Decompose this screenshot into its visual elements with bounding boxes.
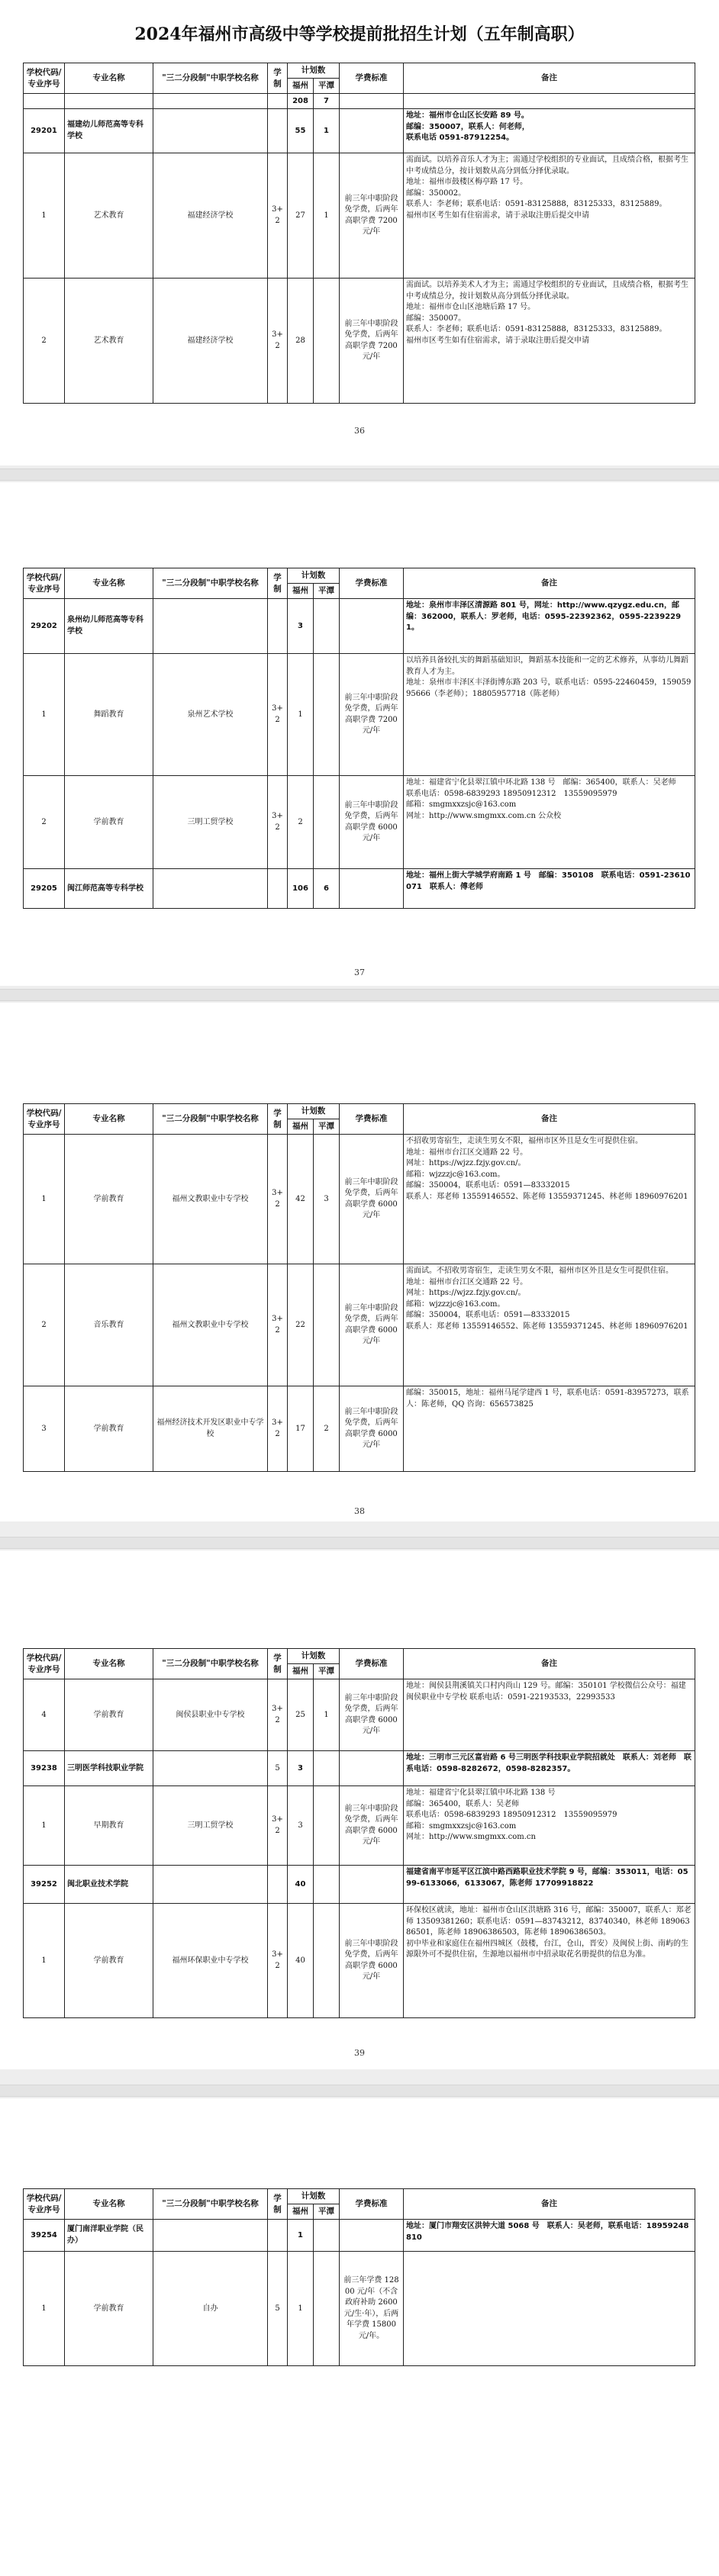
cell-major: 学前教育: [65, 2252, 153, 2366]
page-number: 38: [354, 1506, 365, 1516]
header-code: 学校代码/专业序号: [24, 63, 65, 94]
cell-pingtan: [314, 1904, 340, 2018]
cell-code: 1: [24, 153, 65, 279]
header-partner: "三二分段制"中职学校名称: [153, 1649, 268, 1679]
cell-partner: [153, 109, 268, 153]
cell-fuzhou: 42: [288, 1135, 314, 1264]
header-partner: "三二分段制"中职学校名称: [153, 2189, 268, 2220]
cell-partner: 福州文教职业中专学校: [153, 1135, 268, 1264]
cell-major: 闽北职业技术学院: [65, 1866, 153, 1904]
cell-pingtan: [314, 776, 340, 869]
cell-years: 3+2: [268, 1904, 288, 2018]
cell-partner: 福州文教职业中专学校: [153, 1264, 268, 1386]
document-page-5: [0, 2098, 719, 2576]
document-page-2: [0, 482, 719, 986]
page-separator: [0, 989, 719, 1001]
header-partner: "三二分段制"中职学校名称: [153, 1104, 268, 1135]
cell-remarks: 需面试。以培养美术人才为主；需通过学校组织的专业面试，且成绩合格，根据考生中考成绩总分，按计划数从高分到低分择优录取。 地址：福州市仓山区池塘后路 17 号。 邮编：350007。 联系人：李老师；联系电话：0591-83125888，83125333，83125889。 福州市区考生如有住宿需求，请于录取注册后提交申请: [404, 279, 695, 404]
cell-fuzhou: 3: [288, 1786, 314, 1866]
cell-fee: 前三年中职阶段免学费，后两年高职学费 6000 元/年: [340, 1904, 404, 2018]
cell-fuzhou: 1: [288, 2220, 314, 2252]
cell-remarks: 需面试。以培养音乐人才为主；需通过学校组织的专业面试，且成绩合格，根据考生中考成绩总分，按计划数从高分到低分择优录取。 地址：福州市鼓楼区梅亭路 17 号。 邮编：350002。 联系人：李老师；联系电话：0591-83125888，83125333，83125889。 福州市区考生如有住宿需求，请于录取注册后提交申请: [404, 153, 695, 279]
cell-fuzhou: 25: [288, 1679, 314, 1751]
table-row: [24, 654, 695, 776]
header-fee: 学费标准: [340, 2189, 404, 2220]
cell-fee: 前三年中职阶段免学费，后两年高职学费 6000 元/年: [340, 1386, 404, 1472]
cell-code: 1: [24, 2252, 65, 2366]
plan-table: [23, 1103, 695, 1472]
cell-fee: 前三年中职阶段免学费，后两年高职学费 6000 元/年: [340, 1786, 404, 1866]
cell-remarks: 地址：厦门市翔安区洪钟大道 5068 号 联系人：吴老师，联系电话：18959248810: [404, 2220, 695, 2252]
cell-pingtan: [314, 654, 340, 776]
cell-major: 舞蹈教育: [65, 654, 153, 776]
cell-major: 音乐教育: [65, 1264, 153, 1386]
cell-code: 3: [24, 1386, 65, 1472]
header-major: 专业名称: [65, 2189, 153, 2220]
cell-pingtan: [314, 1751, 340, 1786]
table-row: [24, 869, 695, 909]
plan-table: [23, 63, 695, 404]
plan-table: [23, 2188, 695, 2366]
cell-major: 福建幼儿师范高等专科学校: [65, 109, 153, 153]
cell-pingtan: 1: [314, 109, 340, 153]
table-row: [24, 279, 695, 404]
cell-years: 3+2: [268, 654, 288, 776]
cell-fee: 前三年学费 12800 元/年（不含政府补助 2600 元/生·年），后两年学费 15800 元/年。: [340, 2252, 404, 2366]
cell-partner: 福建经济学校: [153, 279, 268, 404]
cell-years: 3+2: [268, 1386, 288, 1472]
cell-partner: 泉州艺术学校: [153, 654, 268, 776]
cell-pingtan: [314, 1786, 340, 1866]
header-fee: 学费标准: [340, 63, 404, 94]
header-years: 学制: [268, 63, 288, 94]
cell-pingtan: 2: [314, 1386, 340, 1472]
cell-code: 39254: [24, 2220, 65, 2252]
cell-years: [268, 599, 288, 654]
cell-years: 5: [268, 1751, 288, 1786]
cell-years: [268, 2220, 288, 2252]
cell-remarks: 地址：福建省宁化县翠江镇中环北路 138 号 邮编：365400，联系人：吴老师 联系电话：0598-6839293 18950912312 13559095979 邮箱：smgmxxzsjc@163.com 网址：http://www.smgmxx.com.cn 公众校: [404, 776, 695, 869]
cell-code: 39252: [24, 1866, 65, 1904]
cell-partner: 福建经济学校: [153, 153, 268, 279]
cell-remarks: 地址：福州市仓山区长安路 89 号。 邮编：350007，联系人：何老师， 联系电话 0591-87912254。: [404, 109, 695, 153]
table-row: [24, 1786, 695, 1866]
header-pingtan: 平潭: [314, 79, 340, 94]
cell-partner: [153, 599, 268, 654]
cell-pingtan: [314, 1866, 340, 1904]
header-years: 学制: [268, 2189, 288, 2220]
cell-pingtan: 6: [314, 869, 340, 909]
cell-years: 5: [268, 2252, 288, 2366]
cell-remarks: 地址：闽侯县荆溪镇关口村内尚山 129 号。邮编：350101 学校微信公众号：福建闽侯职业中专学校 联系电话：0591-22193533，22993533: [404, 1679, 695, 1751]
cell-fee: [340, 599, 404, 654]
header-major: 专业名称: [65, 1104, 153, 1135]
header-major: 专业名称: [65, 568, 153, 599]
cell-years: 3+2: [268, 1786, 288, 1866]
cell-major: 早期教育: [65, 1786, 153, 1866]
header-years: 学制: [268, 1104, 288, 1135]
header-remarks: 备注: [404, 1649, 695, 1679]
cell-partner: 三明工贸学校: [153, 1786, 268, 1866]
cell-code: 29201: [24, 109, 65, 153]
header-pingtan: 平潭: [314, 1664, 340, 1679]
page-number: 37: [354, 968, 365, 977]
cell-fuzhou: 1: [288, 654, 314, 776]
cell-fee: [340, 94, 404, 109]
table-row: [24, 1904, 695, 2018]
table-row: [24, 109, 695, 153]
cell-remarks: 地址：泉州市丰泽区清源路 801 号，网址：http://www.qzygz.edu.cn，邮编：362000，联系人：罗老师，电话：0595-22392362，0595-22392291。: [404, 599, 695, 654]
header-fuzhou: 福州: [288, 584, 314, 599]
cell-code: 39238: [24, 1751, 65, 1786]
cell-remarks: 地址：福州上街大学城学府南路 1 号 邮编：350108 联系电话：0591-23610071 联系人：傅老师: [404, 869, 695, 909]
cell-fee: 前三年中职阶段免学费，后两年高职学费 6000 元/年: [340, 776, 404, 869]
table-row: [24, 1135, 695, 1264]
header-pingtan: 平潭: [314, 584, 340, 599]
document-page-4: [0, 1550, 719, 2069]
header-remarks: 备注: [404, 568, 695, 599]
cell-fee: 前三年中职阶段免学费，后两年高职学费 6000 元/年: [340, 1135, 404, 1264]
cell-pingtan: 7: [314, 94, 340, 109]
cell-fuzhou: 40: [288, 1866, 314, 1904]
header-fee: 学费标准: [340, 568, 404, 599]
cell-remarks: 福建省南平市延平区江滨中路西路职业技术学院 9 号，邮编：353011，电话：0599-6133066，6133067，陈老师 17709918822: [404, 1866, 695, 1904]
cell-major: 学前教育: [65, 1904, 153, 2018]
cell-years: 3+2: [268, 776, 288, 869]
cell-pingtan: [314, 279, 340, 404]
cell-fuzhou: 17: [288, 1386, 314, 1472]
cell-remarks: 不招收男寄宿生，走读生男女不限，福州市区外且是女生可提供住宿。 地址：福州市台江区交通路 22 号。 网址：https://wjzz.fzjy.gov.cn/。 邮箱：wjzzzjc@163.com。 邮编：350004，联系电话：0591—83332015 联系人：郑老师 13559146552、陈老师 13559371245、林老师 18960976201: [404, 1135, 695, 1264]
table-row: [24, 1386, 695, 1472]
header-fee: 学费标准: [340, 1104, 404, 1135]
cell-pingtan: 1: [314, 1679, 340, 1751]
header-plan: 计划数: [288, 568, 340, 584]
header-code: 学校代码/专业序号: [24, 1104, 65, 1135]
cell-major: 学前教育: [65, 1386, 153, 1472]
document-page-3: [0, 1003, 719, 1521]
header-plan: 计划数: [288, 1649, 340, 1664]
cell-major: 厦门南洋职业学院（民办）: [65, 2220, 153, 2252]
cell-fuzhou: 3: [288, 1751, 314, 1786]
document-title: 2024年福州市高级中等学校提前批招生计划（五年制高职）: [134, 24, 585, 44]
cell-major: 学前教育: [65, 1135, 153, 1264]
cell-code: 1: [24, 1135, 65, 1264]
cell-fuzhou: 1: [288, 2252, 314, 2366]
cell-major: 学前教育: [65, 1679, 153, 1751]
cell-fee: 前三年中职阶段免学费，后两年高职学费 7200 元/年: [340, 654, 404, 776]
table-row: [24, 1866, 695, 1904]
cell-fee: 前三年中职阶段免学费，后两年高职学费 6000 元/年: [340, 1679, 404, 1751]
cell-code: 2: [24, 1264, 65, 1386]
cell-fuzhou: 28: [288, 279, 314, 404]
cell-pingtan: [314, 2252, 340, 2366]
page-separator: [0, 1537, 719, 1549]
cell-pingtan: 1: [314, 153, 340, 279]
cell-fee: [340, 1751, 404, 1786]
header-code: 学校代码/专业序号: [24, 2189, 65, 2220]
cell-fuzhou: 208: [288, 94, 314, 109]
cell-remarks: [404, 2252, 695, 2366]
cell-code: 29202: [24, 599, 65, 654]
cell-fuzhou: 22: [288, 1264, 314, 1386]
header-pingtan: 平潭: [314, 2204, 340, 2220]
cell-major: 学前教育: [65, 776, 153, 869]
cell-code: 1: [24, 654, 65, 776]
header-remarks: 备注: [404, 1104, 695, 1135]
cell-partner: 福州经济技术开发区职业中专学校: [153, 1386, 268, 1472]
page-separator: [0, 2085, 719, 2097]
cell-pingtan: [314, 2220, 340, 2252]
header-fuzhou: 福州: [288, 2204, 314, 2220]
plan-table: [23, 568, 695, 909]
cell-partner: [153, 869, 268, 909]
header-code: 学校代码/专业序号: [24, 1649, 65, 1679]
header-years: 学制: [268, 568, 288, 599]
cell-partner: [153, 94, 268, 109]
cell-years: 3+2: [268, 1679, 288, 1751]
header-major: 专业名称: [65, 63, 153, 94]
cell-years: [268, 869, 288, 909]
header-partner: "三二分段制"中职学校名称: [153, 63, 268, 94]
page-number: 39: [354, 2048, 365, 2058]
cell-partner: [153, 1866, 268, 1904]
table-row: [24, 94, 695, 109]
cell-fee: [340, 2220, 404, 2252]
cell-years: 3+2: [268, 1135, 288, 1264]
cell-fuzhou: 106: [288, 869, 314, 909]
cell-years: 3+2: [268, 1264, 288, 1386]
table-row: [24, 2252, 695, 2366]
cell-remarks: 需面试。不招收男寄宿生，走读生男女不限，福州市区外且是女生可提供住宿。 地址：福州市台江区交通路 22 号。 网址：https://wjzz.fzjy.gov.cn/。 邮箱：wjzzzjc@163.com。 邮编：350004，联系电话：0591—83332015 联系人：郑老师 13559146552、陈老师 13559371245、林老师 18960976201: [404, 1264, 695, 1386]
cell-fuzhou: 3: [288, 599, 314, 654]
cell-pingtan: [314, 599, 340, 654]
header-plan: 计划数: [288, 1104, 340, 1119]
cell-code: 2: [24, 776, 65, 869]
cell-fuzhou: 40: [288, 1904, 314, 2018]
header-fuzhou: 福州: [288, 79, 314, 94]
document-page-1: [0, 0, 719, 465]
cell-remarks: 以培养具备较扎实的舞蹈基础知识，舞蹈基本技能和一定的艺术修养，从事幼儿舞蹈教育人才为主。 地址：泉州市丰泽区丰泽街博东路 203 号，联系电话：0595-22460459，15905995666（李老师）；18805957718（陈老师）: [404, 654, 695, 776]
cell-partner: [153, 2220, 268, 2252]
cell-years: 3+2: [268, 279, 288, 404]
cell-fee: 前三年中职阶段免学费，后两年高职学费 6000 元/年: [340, 1264, 404, 1386]
cell-fee: 前三年中职阶段免学费，后两年高职学费 7200 元/年: [340, 279, 404, 404]
cell-remarks: 邮编：350015，地址：福州马尾学建西 1 号，联系电话：0591-83957273，联系人：陈老师，QQ 咨询：656573825: [404, 1386, 695, 1472]
cell-partner: 三明工贸学校: [153, 776, 268, 869]
cell-major: [65, 94, 153, 109]
table-row: [24, 2220, 695, 2252]
cell-major: 艺术教育: [65, 153, 153, 279]
header-major: 专业名称: [65, 1649, 153, 1679]
cell-fee: [340, 109, 404, 153]
page-number: 36: [354, 426, 365, 436]
cell-years: [268, 109, 288, 153]
cell-pingtan: 3: [314, 1135, 340, 1264]
cell-fuzhou: 27: [288, 153, 314, 279]
cell-major: 三明医学科技职业学院: [65, 1751, 153, 1786]
cell-partner: 福州环保职业中专学校: [153, 1904, 268, 2018]
cell-code: 2: [24, 279, 65, 404]
table-row: [24, 776, 695, 869]
cell-fee: 前三年中职阶段免学费，后两年高职学费 7200 元/年: [340, 153, 404, 279]
table-row: [24, 599, 695, 654]
cell-remarks: 地址：福建省宁化县翠江镇中环北路 138 号 邮编：365400，联系人：吴老师 联系电话：0598-6839293 18950912312 13559095979 邮箱：smgmxxzsjc@163.com 网址：http://www.smgmxx.com.cn: [404, 1786, 695, 1866]
cell-years: [268, 94, 288, 109]
cell-years: 3+2: [268, 153, 288, 279]
cell-partner: 自办: [153, 2252, 268, 2366]
header-pingtan: 平潭: [314, 1119, 340, 1135]
table-row: [24, 1264, 695, 1386]
cell-code: [24, 94, 65, 109]
cell-code: 4: [24, 1679, 65, 1751]
header-plan: 计划数: [288, 63, 340, 79]
header-remarks: 备注: [404, 63, 695, 94]
table-row: [24, 153, 695, 279]
cell-major: 艺术教育: [65, 279, 153, 404]
cell-partner: 闽侯县职业中专学校: [153, 1679, 268, 1751]
header-fuzhou: 福州: [288, 1664, 314, 1679]
cell-code: 1: [24, 1786, 65, 1866]
cell-fee: [340, 869, 404, 909]
cell-fuzhou: 2: [288, 776, 314, 869]
header-partner: "三二分段制"中职学校名称: [153, 568, 268, 599]
table-row: [24, 1751, 695, 1786]
cell-years: [268, 1866, 288, 1904]
table-row: [24, 1679, 695, 1751]
header-plan: 计划数: [288, 2189, 340, 2204]
cell-major: 泉州幼儿师范高等专科学校: [65, 599, 153, 654]
header-code: 学校代码/专业序号: [24, 568, 65, 599]
header-fee: 学费标准: [340, 1649, 404, 1679]
cell-major: 闽江师范高等专科学校: [65, 869, 153, 909]
cell-remarks: 地址：三明市三元区富岩路 6 号三明医学科技职业学院招就处 联系人：刘老师 联系电话：0598-8282672，0598-8282357。: [404, 1751, 695, 1786]
cell-remarks: 环保校区就读，地址：福州市仓山区洪塘路 316 号，邮编：350007，联系人：郑老师 13509381260；联系电话：0591—83743212，83740340，林老师 18906386501，陈老师 18906386503，陈老师 18906386503。 初中毕业和家庭住在福州四城区（鼓楼，台江，仓山，晋安）及闽侯上街、南屿的生源限外可不提供住宿，生源地以福州市中招录取花名册提供的信息为准。: [404, 1904, 695, 2018]
cell-code: 29205: [24, 869, 65, 909]
cell-pingtan: [314, 1264, 340, 1386]
cell-fee: [340, 1866, 404, 1904]
page-separator: [0, 469, 719, 481]
cell-fuzhou: 55: [288, 109, 314, 153]
plan-table: [23, 1648, 695, 2018]
header-remarks: 备注: [404, 2189, 695, 2220]
cell-partner: [153, 1751, 268, 1786]
header-fuzhou: 福州: [288, 1119, 314, 1135]
cell-remarks: [404, 94, 695, 109]
cell-code: 1: [24, 1904, 65, 2018]
header-years: 学制: [268, 1649, 288, 1679]
